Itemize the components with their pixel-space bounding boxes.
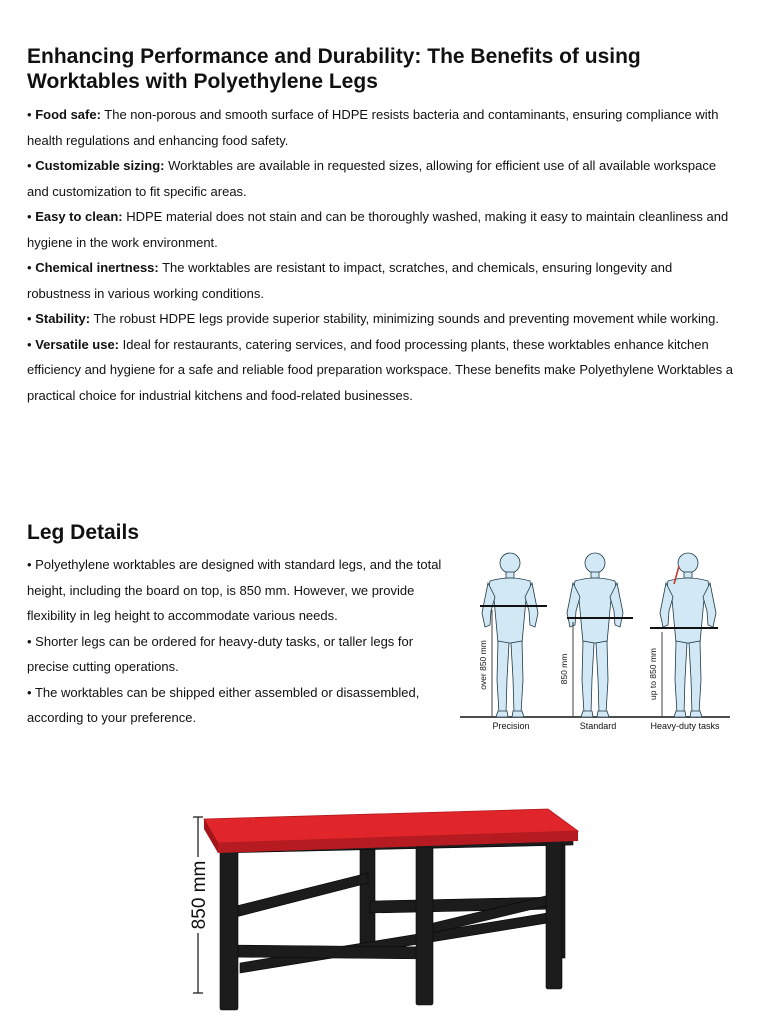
list-item: • Polyethylene worktables are designed with standard legs, and the total height, including the board on top, is 850 mm. However, we provide flexibility in leg height to accommodate various needs.: [27, 557, 442, 623]
item-term: Easy to clean:: [35, 209, 123, 224]
item-term: Stability:: [35, 311, 91, 326]
item-text: Shorter legs can be ordered for heavy-duty tasks, or taller legs for precise cutting operations.: [27, 633, 414, 674]
list-item: • Versatile use: Ideal for restaurants, catering services, and food processing plants, these worktables enhance kitchen efficiency and hygiene for a safe and reliable food preparation workspace. These benefits make Polyethylene Worktables a practical choice for industrial kitchens and food-related businesses.: [27, 336, 734, 403]
front-leg-left: [220, 847, 238, 1010]
item-text: The non-porous and smooth surface of HDPE resists bacteria and contaminants, ensuring compliance with health regulations and enhancing food safety.: [27, 107, 719, 148]
figure-standard: [567, 553, 623, 717]
item-term: Customizable sizing:: [35, 158, 165, 173]
lower-stretcher: [240, 911, 560, 973]
list-item: • Shorter legs can be ordered for heavy-duty tasks, or taller legs for precise cutting operations.: [27, 633, 414, 674]
measure-label: up to 850 mm: [648, 648, 658, 700]
back-leg-left: [360, 839, 375, 954]
caption-standard: Standard: [579, 721, 617, 731]
caption-heavy-duty: Heavy-duty tasks: [650, 721, 720, 731]
front-lower-rail: [228, 945, 432, 959]
section-title: Leg Details: [27, 521, 140, 544]
list-item: • Food safe: The non-porous and smooth surface of HDPE resists bacteria and contaminants, ensuring compliance with health regulations and enhancing food safety.: [27, 107, 719, 148]
item-text: The worktables are resistant to impact, scratches, and chemicals, ensuring longevity and robustness in various working conditions.: [27, 260, 673, 301]
measure-label: 850 mm: [559, 653, 569, 685]
side-rail-left: [232, 873, 368, 918]
item-term: Chemical inertness:: [35, 260, 159, 275]
benefits-list: [27, 102, 737, 408]
working-height-figure: [455, 540, 735, 740]
measure-label: over 850 mm: [478, 640, 488, 690]
front-leg-middle: [416, 847, 433, 1005]
item-text: HDPE material does not stain and can be thoroughly washed, making it easy to maintain cleanliness and hygiene in the work environment.: [27, 209, 729, 250]
item-term: Food safe:: [35, 107, 101, 122]
item-text: Worktables are available in requested sizes, allowing for efficient use of all available workspace and customization to fit specific areas.: [27, 158, 717, 199]
worktable-illustration: [180, 795, 590, 1015]
figure-precision: [482, 553, 538, 717]
list-item: • The worktables can be shipped either assembled or disassembled, according to your preference.: [27, 684, 420, 725]
item-text: The worktables can be shipped either assembled or disassembled, according to your preference.: [27, 684, 420, 725]
list-item: • Stability: The robust HDPE legs provide superior stability, minimizing sounds and preventing movement while working.: [27, 311, 719, 326]
leg-details-list: [27, 552, 442, 731]
height-label: 850 mm: [189, 860, 210, 930]
list-item: • Chemical inertness: The worktables are resistant to impact, scratches, and chemicals, ensuring longevity and robustness in various working conditions.: [27, 260, 673, 301]
list-item: • Customizable sizing: Worktables are available in requested sizes, allowing for efficient use of all available workspace and customization to fit specific areas.: [27, 158, 717, 199]
item-text: The robust HDPE legs provide superior stability, minimizing sounds and preventing movement while working.: [90, 311, 719, 326]
list-item: • Easy to clean: HDPE material does not stain and can be thoroughly washed, making it easy to maintain cleanliness and hygiene in the work environment.: [27, 209, 729, 250]
front-leg-right: [546, 841, 562, 989]
item-text: Polyethylene worktables are designed with standard legs, and the total height, including the board on top, is 850 mm. However, we provide flexibility in leg height to accommodate various needs.: [27, 557, 442, 623]
item-term: Versatile use:: [35, 336, 120, 352]
caption-precision: Precision: [492, 721, 530, 731]
page-title: Enhancing Performance and Durability: The Benefits of using Worktables with Polyethylene Legs: [27, 45, 641, 93]
item-text: Ideal for restaurants, catering services, and food processing plants, these worktables enhance kitchen efficiency and hygiene for a safe and reliable food preparation workspace. These benefits make Polyethylene Worktables a practical choice for industrial kitchens and food-related businesses.: [27, 336, 734, 403]
figure-heavy-duty: [660, 553, 716, 717]
